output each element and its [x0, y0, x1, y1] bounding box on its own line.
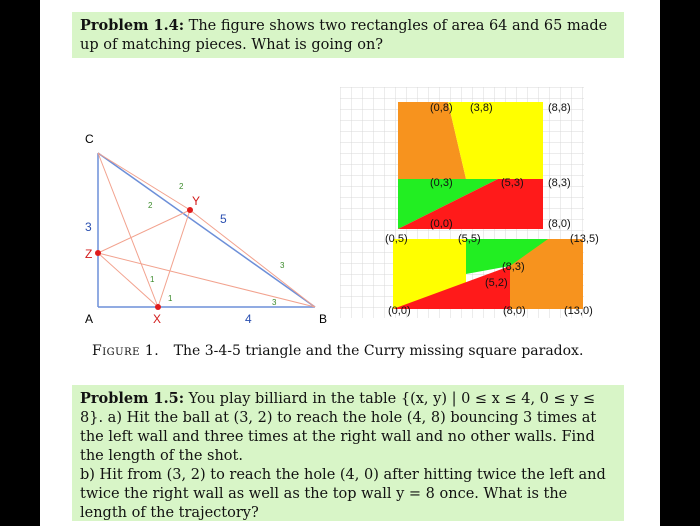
coord-3-8: (3,8) — [470, 102, 493, 114]
coord-5-3: (5,3) — [501, 177, 524, 189]
problem-1-5-box — [72, 385, 624, 521]
segment-label: 2 — [179, 182, 184, 191]
coord-0-3: (0,3) — [430, 177, 453, 189]
triangle-outline — [98, 153, 315, 307]
paper-page — [40, 0, 660, 526]
coord-8-3-lower: (8,3) — [502, 261, 525, 273]
point-x-dot — [155, 304, 161, 310]
coord-5-2: (5,2) — [485, 277, 508, 289]
problem-1-4-box — [72, 12, 624, 58]
segment-label: 2 — [148, 201, 153, 210]
problem-1-4-label: Problem 1.4: — [80, 17, 185, 34]
segment-label: 3 — [272, 298, 277, 307]
side-ac-label: 3 — [85, 220, 92, 234]
coord-5-5: (5,5) — [458, 233, 481, 245]
coord-8-0-upper: (8,0) — [548, 218, 571, 230]
coord-8-3: (8,3) — [548, 177, 571, 189]
upper-rectangle — [398, 102, 543, 229]
figure-caption — [92, 343, 583, 359]
problem-1-5-part-b: b) Hit from (3, 2) to reach the hole (4, 0) after hitting twice the left and twice the right wall as well as the top wall y = 8 once. What is the length of the trajectory? — [80, 467, 606, 521]
figure-number: Figure 1. — [92, 343, 160, 359]
point-z-label: Z — [85, 247, 93, 261]
coord-0-8: (0,8) — [430, 102, 453, 114]
coord-8-0: (8,0) — [503, 305, 526, 317]
problem-1-5-part-a: You play billiard in the table {(x, y) | 0 ≤ x ≤ 4, 0 ≤ y ≤ 8}. a) Hit the ball at (3, 2) to reach the hole (4, 8) bouncing 3 times at the left wall and three times at the right wall and no other walls. Find the length of the shot. — [80, 391, 597, 464]
point-y-label: Y — [192, 194, 201, 208]
segment-label: 3 — [280, 261, 285, 270]
side-ab-label: 4 — [245, 312, 252, 326]
side-bc-label: 5 — [220, 212, 227, 226]
segment-label: 1 — [168, 294, 173, 303]
coord-13-5: (13,5) — [570, 233, 599, 245]
triangle-figure — [80, 125, 360, 325]
segment-label: 1 — [150, 275, 155, 284]
vertex-a-label: A — [85, 312, 94, 326]
figure-caption-text: The 3-4-5 triangle and the Curry missing square paradox. — [173, 343, 584, 359]
coord-8-8: (8,8) — [548, 102, 571, 114]
point-z-dot — [95, 250, 101, 256]
vertex-b-label: B — [319, 312, 328, 326]
coord-0-0-upper: (0,0) — [430, 218, 453, 230]
coord-0-5: (0,5) — [385, 233, 408, 245]
paradox-figure — [338, 84, 599, 320]
coord-0-0: (0,0) — [388, 305, 411, 317]
problem-1-4-text: The figure shows two rectangles of area 64 and 65 made up of matching pieces. What is going on? — [80, 18, 608, 53]
vertex-c-label: C — [85, 132, 94, 146]
point-x-label: X — [153, 312, 162, 326]
coord-13-0: (13,0) — [564, 305, 593, 317]
problem-1-5-label: Problem 1.5: — [80, 390, 185, 407]
